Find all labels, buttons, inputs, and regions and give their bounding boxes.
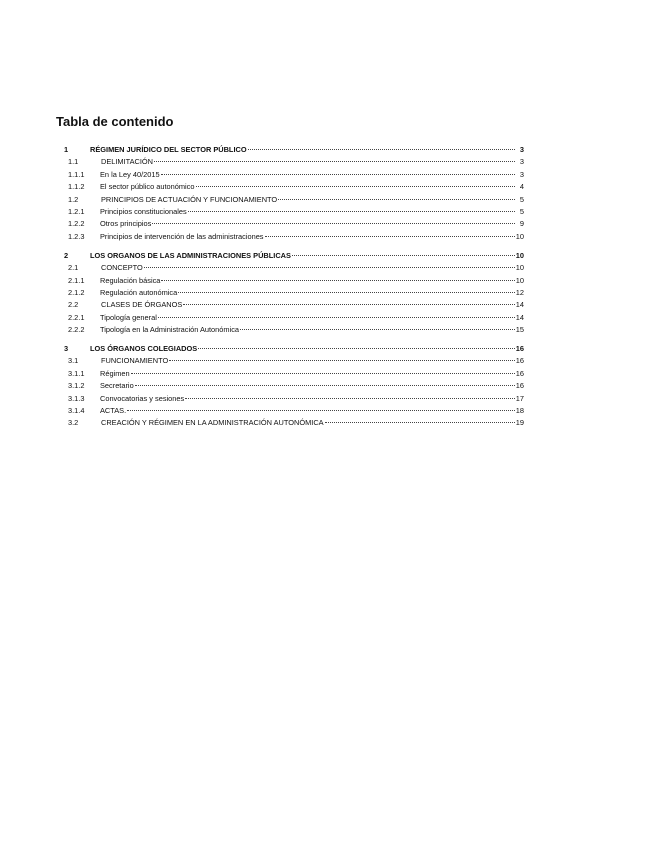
toc-entry-number: 1.1.2: [68, 182, 85, 192]
toc-entry-number: 3.1.4: [68, 406, 85, 415]
dot-leader: [158, 317, 515, 318]
toc-entry-number: 2.1: [68, 263, 79, 273]
toc-entry[interactable]: [56, 156, 524, 168]
dot-leader: [265, 236, 515, 237]
toc-entry-page: 5: [519, 194, 524, 204]
toc-entry-number: 2: [64, 250, 69, 260]
toc-entry-page: 12: [515, 287, 524, 297]
toc-entry-page: 3: [519, 169, 524, 179]
toc-entry-label: ACTAS.: [100, 406, 127, 415]
toc-entry[interactable]: [56, 380, 524, 392]
toc-entry-number: 1.1: [68, 157, 79, 167]
toc-entry-number: 3.1.1: [68, 368, 85, 378]
dot-leader: [178, 292, 515, 293]
dot-leader: [185, 398, 515, 399]
toc-entry[interactable]: [56, 231, 524, 243]
toc-entry-label: El sector público autonómico: [100, 182, 195, 192]
toc-entry-number: 1.1.1: [68, 169, 85, 179]
toc-entry-number: 2.2.2: [68, 325, 85, 335]
toc-entry-page: 10: [515, 250, 524, 260]
toc-entry-page: 4: [519, 182, 524, 192]
toc-entry-page: 10: [515, 263, 524, 273]
toc-entry[interactable]: [56, 181, 524, 193]
toc-entry-label: CLASES DE ÓRGANOS: [101, 300, 183, 310]
toc-entry[interactable]: [56, 262, 524, 274]
toc-entry-label: DELIMITACIÓN: [101, 157, 154, 167]
toc-entry-page: 5: [519, 206, 524, 216]
toc-entry-label: FUNCIONAMIENTO: [101, 356, 169, 366]
dot-leader: [292, 255, 515, 256]
toc-entry-number: 2.1.2: [68, 287, 85, 297]
toc-entry[interactable]: [56, 299, 524, 311]
dot-leader: [183, 304, 514, 305]
toc-entry-page: 16: [515, 381, 524, 391]
toc-entry-label: Régimen: [100, 368, 130, 378]
toc-entry-page: 10: [515, 231, 524, 241]
toc-title: Tabla de contenido: [56, 114, 174, 129]
toc-entry-number: 3.1.2: [68, 381, 85, 391]
toc-entry-number: 1.2: [68, 194, 79, 204]
toc-entry-number: 3.1.3: [68, 393, 85, 403]
dot-leader: [325, 422, 515, 423]
toc-entry-label: PRINCIPIOS DE ACTUACIÓN Y FUNCIONAMIENTO: [101, 194, 278, 204]
toc-entry-page: 16: [515, 356, 524, 366]
toc-entry-label: RÉGIMEN JURÍDICO DEL SECTOR PÚBLICO: [90, 145, 247, 154]
dot-leader: [152, 223, 515, 224]
toc-entry-page: 16: [515, 344, 524, 354]
dot-leader: [196, 186, 516, 187]
toc-entry-number: 1.2.3: [68, 231, 85, 241]
toc-entry-page: 18: [515, 406, 524, 415]
toc-entry-label: Principios constitucionales: [100, 206, 187, 216]
toc-entry-page: 14: [515, 312, 524, 322]
dot-leader: [144, 267, 515, 268]
toc-entry-label: Tipología general: [100, 312, 157, 322]
toc-entry-page: 3: [519, 145, 524, 154]
toc-entry[interactable]: [56, 417, 524, 429]
dot-leader: [198, 348, 515, 349]
toc-entry-label: Secretario: [100, 381, 134, 391]
toc-entry-number: 2.2: [68, 300, 79, 310]
toc-entry-label: En la Ley 40/2015: [100, 169, 160, 179]
toc-entry-number: 1.2.1: [68, 206, 85, 216]
toc-entry-page: 3: [519, 157, 524, 167]
toc-entry-label: CONCEPTO: [101, 263, 143, 273]
toc-entry[interactable]: [56, 368, 524, 380]
table-of-contents: [56, 144, 524, 430]
dot-leader: [161, 280, 514, 281]
toc-entry-label: CREACIÓN Y RÉGIMEN EN LA ADMINISTRACIÓN AUTONÓMICA: [101, 418, 324, 428]
toc-entry[interactable]: [56, 169, 524, 181]
toc-entry[interactable]: [56, 343, 524, 355]
dot-leader: [240, 329, 515, 330]
toc-entry-label: Regulación básica: [100, 275, 161, 285]
toc-entry-label: Otros principios: [100, 219, 152, 229]
toc-entry[interactable]: [56, 405, 524, 417]
toc-entry-number: 1: [64, 145, 69, 154]
toc-entry[interactable]: [56, 144, 524, 156]
toc-entry-number: 3.2: [68, 418, 79, 428]
toc-entry-label: Tipología en la Administración Autonómica: [100, 325, 239, 335]
toc-entry-page: 19: [515, 418, 524, 428]
toc-entry-number: 2.1.1: [68, 275, 85, 285]
toc-entry-page: 15: [515, 325, 524, 335]
dot-leader: [127, 410, 515, 411]
dot-leader: [248, 149, 515, 150]
toc-entry-page: 17: [515, 393, 524, 403]
toc-entry-number: 2.2.1: [68, 312, 85, 322]
toc-entry[interactable]: [56, 206, 524, 218]
toc-entry-page: 9: [519, 219, 524, 229]
toc-entry-page: 16: [515, 368, 524, 378]
dot-leader: [135, 385, 515, 386]
toc-entry[interactable]: [56, 393, 524, 405]
toc-entry-page: 14: [515, 300, 524, 310]
dot-leader: [278, 199, 515, 200]
toc-entry[interactable]: [56, 324, 524, 336]
toc-entry-label: LOS ÓRGANOS COLEGIADOS: [90, 344, 198, 354]
dot-leader: [154, 161, 515, 162]
toc-entry-number: 1.2.2: [68, 219, 85, 229]
toc-entry[interactable]: [56, 250, 524, 262]
toc-entry-label: LOS ORGANOS DE LAS ADMINISTRACIONES PÚBLICAS: [90, 250, 291, 260]
toc-entry[interactable]: [56, 312, 524, 324]
toc-entry-number: 3.1: [68, 356, 79, 366]
toc-entry[interactable]: [56, 194, 524, 206]
toc-entry-number: 3: [64, 344, 69, 354]
toc-entry[interactable]: [56, 355, 524, 367]
toc-entry-label: Principios de intervención de las administraciones: [100, 231, 264, 241]
toc-entry-label: Convocatorias y sesiones: [100, 393, 185, 403]
dot-leader: [131, 373, 515, 374]
dot-leader: [169, 360, 515, 361]
toc-entry[interactable]: [56, 218, 524, 230]
toc-entry[interactable]: [56, 287, 524, 299]
dot-leader: [161, 174, 515, 175]
toc-entry[interactable]: [56, 275, 524, 287]
dot-leader: [188, 211, 515, 212]
toc-entry-page: 10: [515, 275, 524, 285]
toc-entry-label: Regulación autonómica: [100, 287, 178, 297]
